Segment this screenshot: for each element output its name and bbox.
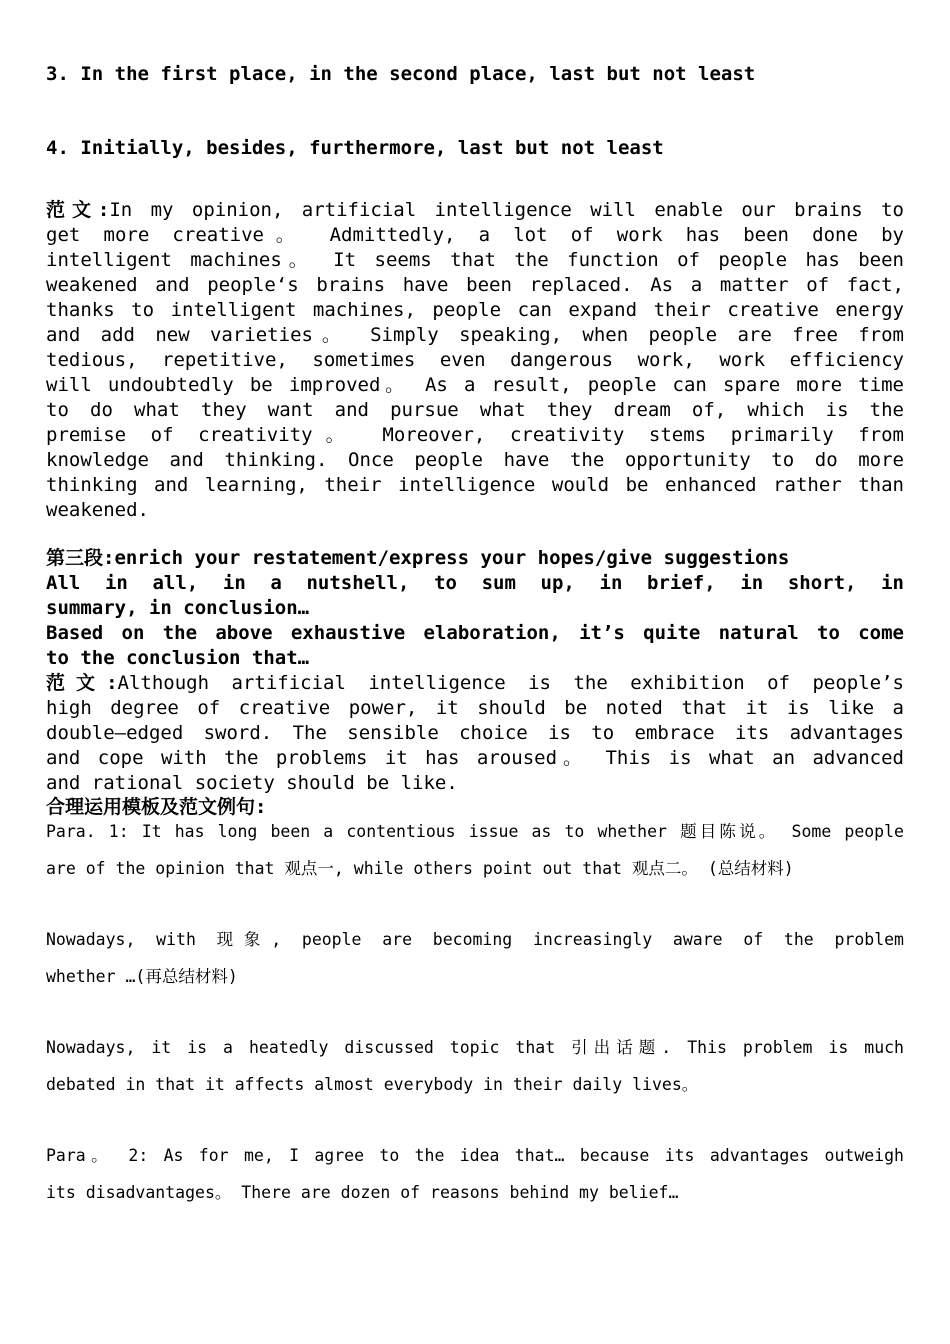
essay1-line-3: intelligent machines。 It seems that the function of people has been <box>46 249 904 271</box>
essay1-line-9: to do what they want and pursue what they dream of, which is the <box>46 399 904 421</box>
template-1-line-1: Para. 1: It has long been a contentious issue as to whether 题目陈说。 Some people <box>46 822 904 841</box>
essay2-line-2: high degree of creative power, it should be noted that it is like a <box>46 697 904 719</box>
template-heading: 合理运用模板及范文例句: <box>46 796 267 818</box>
section3-phrase-4: to the conclusion that… <box>46 647 310 669</box>
heading-4: 4. Initially, besides, furthermore, last but not least <box>46 137 664 159</box>
template-4-line-2: its disadvantages。 There are dozen of reasons behind my belief… <box>46 1183 679 1202</box>
template-3-line-1: Nowadays, it is a heatedly discussed topic that 引出话题. This problem is much <box>46 1038 904 1057</box>
section3-phrase-3: Based on the above exhaustive elaboration, it’s quite natural to come <box>46 622 904 644</box>
essay1-line-5: thanks to intelligent machines, people can expand their creative energy <box>46 299 904 321</box>
section3-phrase-1: All in all, in a nutshell, to sum up, in brief, in short, in <box>46 572 904 594</box>
essay1-line-6: and add new varieties。 Simply speaking, when people are free from <box>46 324 904 346</box>
template-1-line-2: are of the opinion that 观点一, while others point out that 观点二。 (总结材料) <box>46 859 794 878</box>
essay2-line-1: 范文:Although artificial intelligence is the exhibition of people’s <box>46 672 904 694</box>
template-2-line-1: Nowadays, with 现象, people are becoming increasingly aware of the problem <box>46 930 904 949</box>
essay1-line-1: 范文:In my opinion, artificial intelligence will enable our brains to <box>46 199 904 221</box>
section3-phrase-2: summary, in conclusion… <box>46 597 310 619</box>
essay1-line-7: tedious, repetitive, sometimes even dangerous work, work efficiency <box>46 349 904 371</box>
essay2-line-4: and cope with the problems it has aroused。 This is what an advanced <box>46 747 904 769</box>
essay1-line-8: will undoubtedly be improved。 As a result, people can spare more time <box>46 374 904 396</box>
essay1-label: 范文: <box>46 199 110 221</box>
essay1-line-13: weakened. <box>46 499 149 521</box>
essay1-line-12: thinking and learning, their intelligence would be enhanced rather than <box>46 474 904 496</box>
essay1-line-4: weakened and people‘s brains have been replaced. As a matter of fact, <box>46 274 904 296</box>
essay1-line-10: premise of creativity。 Moreover, creativity stems primarily from <box>46 424 904 446</box>
essay1-line-2: get more creative。 Admittedly, a lot of work has been done by <box>46 224 904 246</box>
essay2-line-3: double—edged sword. The sensible choice is to embrace its advantages <box>46 722 904 744</box>
essay1-line-11: knowledge and thinking. Once people have the opportunity to do more <box>46 449 904 471</box>
essay2-label: 范文: <box>46 672 118 694</box>
template-2-line-2: whether …(再总结材料) <box>46 967 238 986</box>
template-4-line-1: Para。 2: As for me, I agree to the idea that… because its advantages outweigh <box>46 1146 904 1165</box>
heading-3: 3. In the first place, in the second place, last but not least <box>46 63 756 85</box>
template-3-line-2: debated in that it affects almost everybody in their daily lives。 <box>46 1075 699 1094</box>
essay2-line-5: and rational society should be like. <box>46 772 458 794</box>
section3-title: 第三段:enrich your restatement/express your hopes/give suggestions <box>46 547 790 569</box>
